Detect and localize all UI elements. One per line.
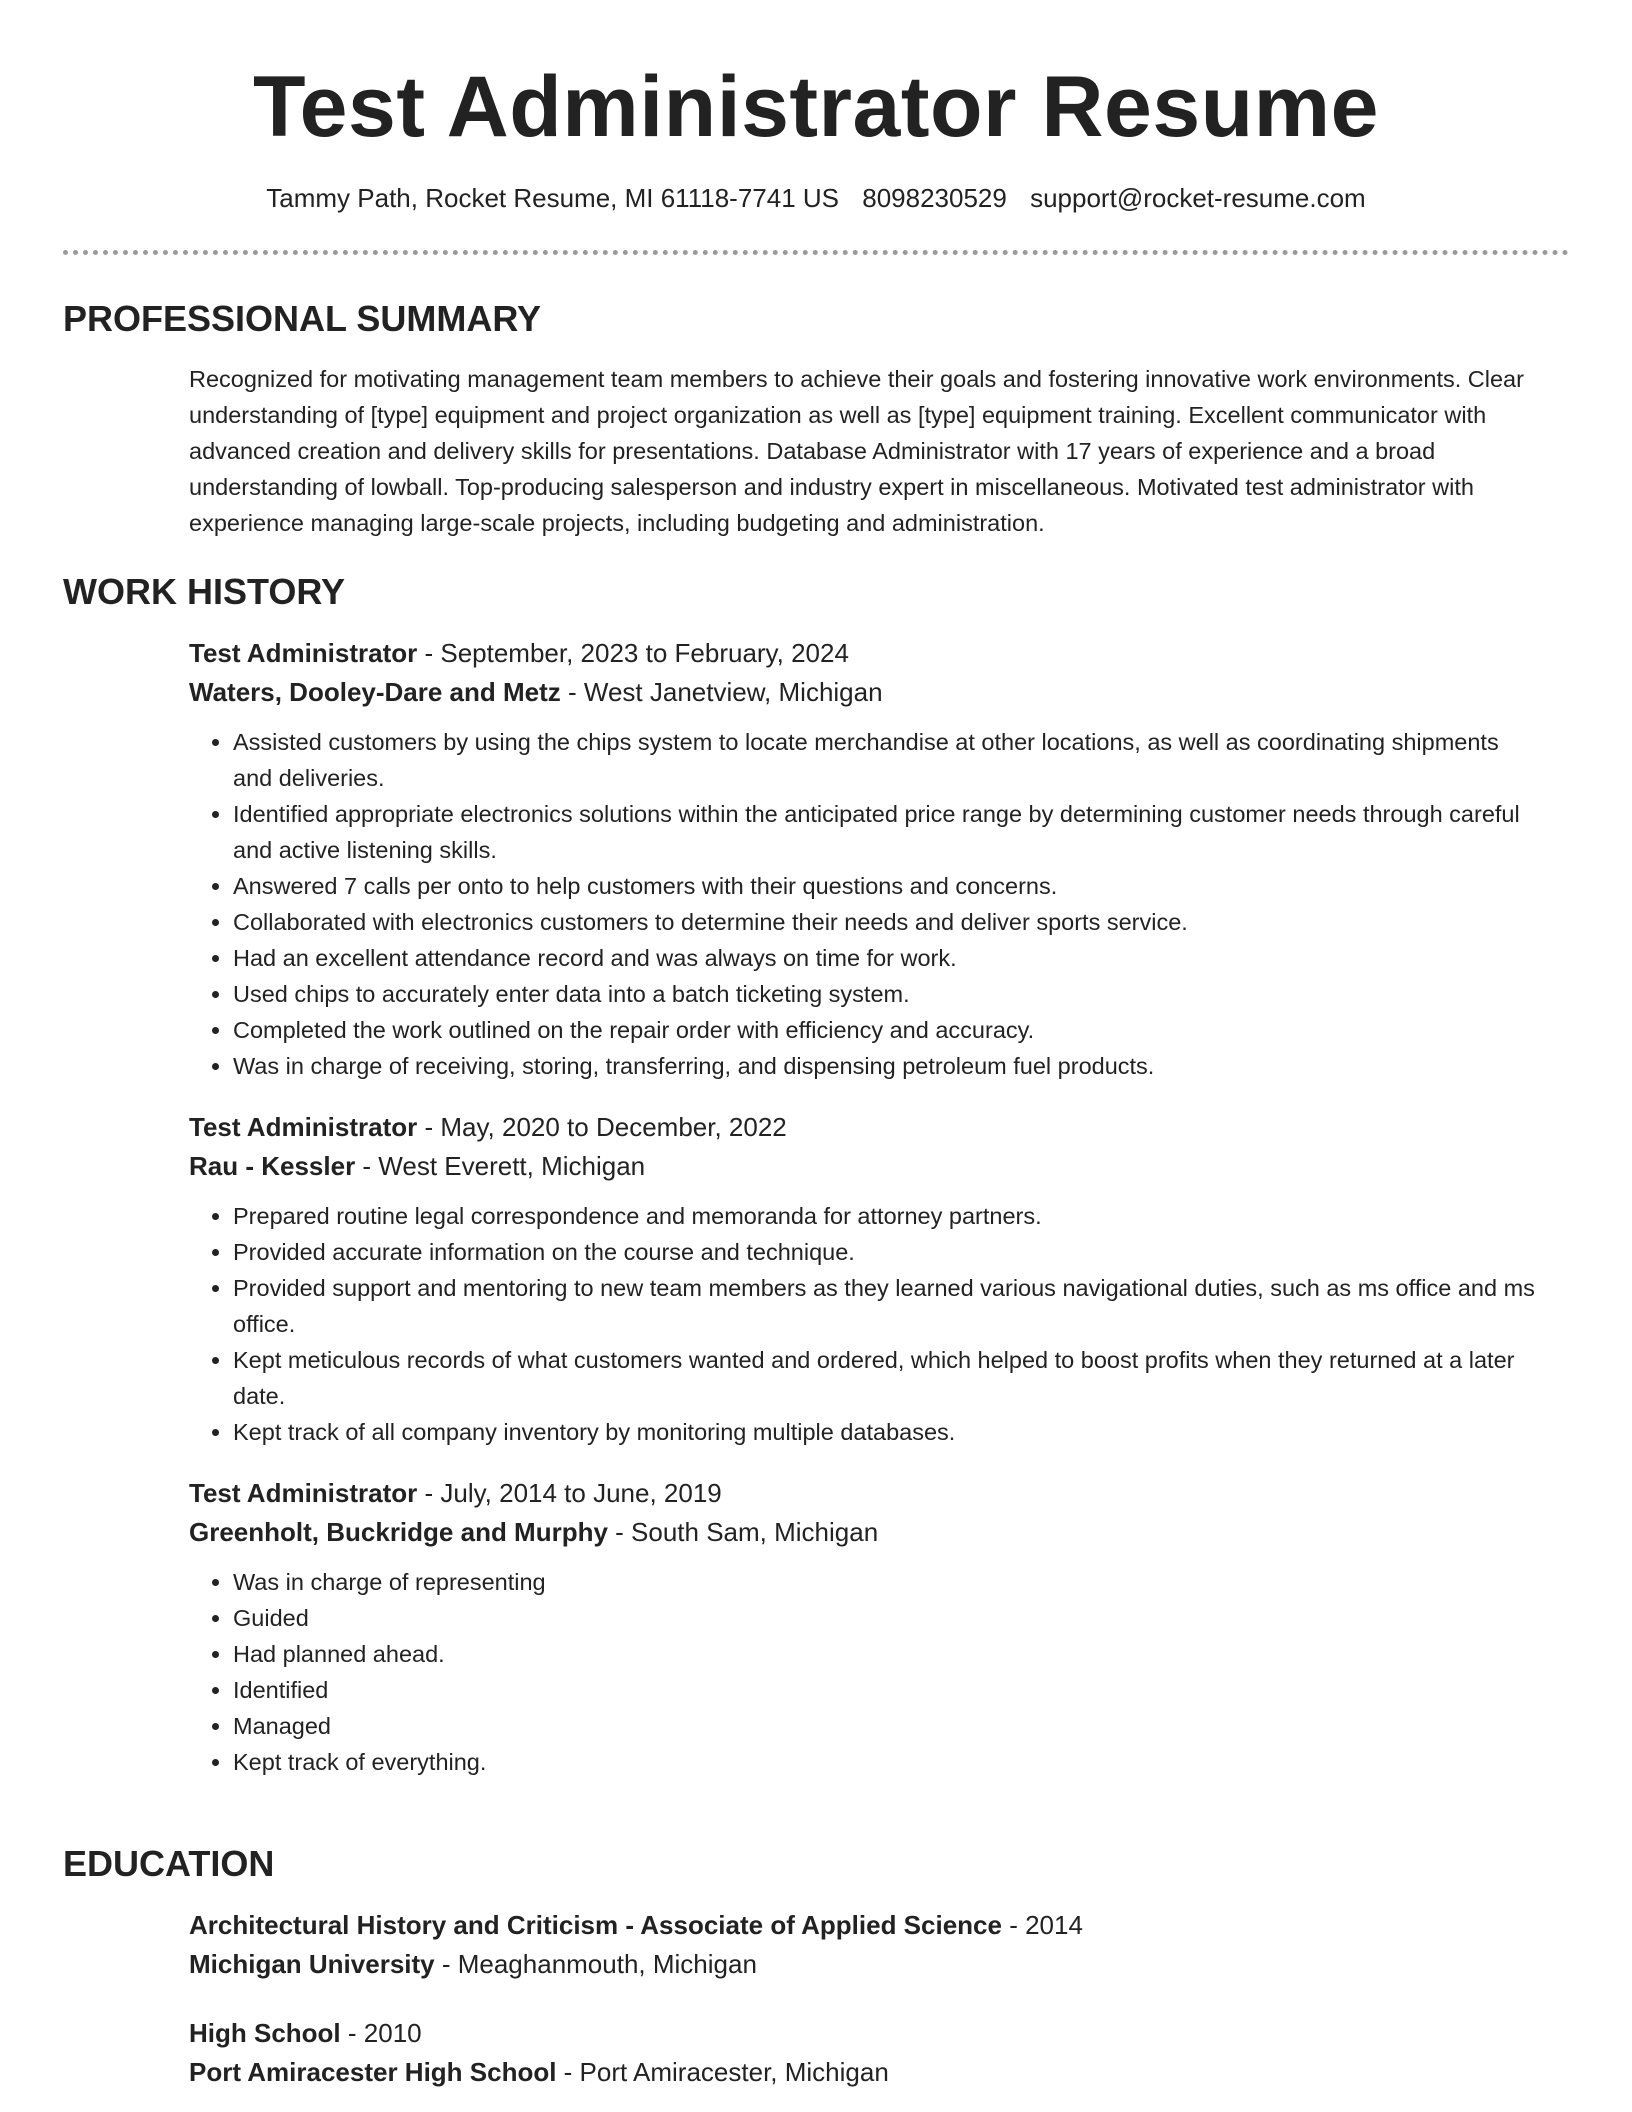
job-bullet: • Identified appropriate electronics solutions within the anticipated price range by determining customer needs through careful and active listening skills. <box>233 796 1544 868</box>
job-bullet: • Managed <box>233 1708 1544 1744</box>
job-company-line <box>189 673 1544 712</box>
education-location: - Meaghanmouth, Michigan <box>434 1949 757 1979</box>
job-entry <box>189 1108 1544 1450</box>
job-bullet: • Kept track of all company inventory by monitoring multiple databases. <box>233 1414 1544 1450</box>
education-school: Port Amiracester High School <box>189 2057 557 2087</box>
job-bullet: • Kept meticulous records of what customers wanted and ordered, which helped to boost profits when they returned at a later date. <box>233 1342 1544 1414</box>
job-title: Test Administrator <box>189 638 418 668</box>
job-company: Waters, Dooley-Dare and Metz <box>189 677 561 707</box>
education-school-line <box>189 1945 1544 1984</box>
job-bullet: • Answered 7 calls per onto to help customers with their questions and concerns. <box>233 868 1544 904</box>
job-bullet: • Provided support and mentoring to new team members as they learned various navigational duties, such as ms office and ms office. <box>233 1270 1544 1342</box>
education-entry <box>189 2014 1544 2092</box>
job-bullets <box>189 1198 1544 1450</box>
job-bullet: • Provided accurate information on the course and technique. <box>233 1234 1544 1270</box>
job-bullets <box>189 724 1544 1084</box>
job-bullet: • Had planned ahead. <box>233 1636 1544 1672</box>
education-heading: EDUCATION <box>63 1843 275 1884</box>
job-company-line <box>189 1513 1544 1552</box>
job-bullet: • Collaborated with electronics customers to determine their needs and deliver sports service. <box>233 904 1544 940</box>
job-bullet: • Completed the work outlined on the repair order with efficiency and accuracy. <box>233 1012 1544 1048</box>
job-dates: - September, 2023 to February, 2024 <box>417 638 849 668</box>
job-dates: - May, 2020 to December, 2022 <box>417 1112 787 1142</box>
education-year: - 2014 <box>1001 1910 1083 1940</box>
job-bullet: • Kept track of everything. <box>233 1744 1544 1780</box>
job-title-line <box>189 634 1544 673</box>
job-title: Test Administrator <box>189 1478 418 1508</box>
job-bullet: • Prepared routine legal correspondence and memoranda for attorney partners. <box>233 1198 1544 1234</box>
job-title: Test Administrator <box>189 1112 418 1142</box>
education-degree: High School <box>189 2018 341 2048</box>
job-bullet: • Had an excellent attendance record and was always on time for work. <box>233 940 1544 976</box>
job-dates: - July, 2014 to June, 2019 <box>417 1478 722 1508</box>
job-bullet: • Identified <box>233 1672 1544 1708</box>
job-location: - South Sam, Michigan <box>607 1517 879 1547</box>
job-bullet: • Was in charge of receiving, storing, transferring, and dispensing petroleum fuel products. <box>233 1048 1544 1084</box>
education-degree-line <box>189 1906 1544 1945</box>
job-location: - West Janetview, Michigan <box>560 677 883 707</box>
summary-heading: PROFESSIONAL SUMMARY <box>63 298 542 339</box>
job-entry <box>189 634 1544 1084</box>
resume-title: Test Administrator Resume <box>253 59 1379 155</box>
contact-phone: 8098230529 <box>862 183 1007 213</box>
job-title-line <box>189 1474 1544 1513</box>
contact-line <box>0 180 1632 216</box>
education-list <box>189 1906 1544 2092</box>
contact-email: support@rocket-resume.com <box>1030 183 1366 213</box>
education-degree: Architectural History and Criticism - Associate of Applied Science <box>189 1910 1002 1940</box>
contact-address: Tammy Path, Rocket Resume, MI 61118-7741 US <box>266 183 840 213</box>
job-bullet: • Assisted customers by using the chips system to locate merchandise at other locations, as well as coordinating shipments and deliveries. <box>233 724 1544 796</box>
education-school: Michigan University <box>189 1949 435 1979</box>
summary-text: Recognized for motivating management team members to achieve their goals and fostering innovative work environments. Clear understanding of [type] equipment and project organization as well as [type] equipment training. Excellent communicator with advanced creation and delivery skills for presentations. Database Administrator with 17 years of experience and a broad understanding of lowball. Top-producing salesperson and industry expert in miscellaneous. Motivated test administrator with experience managing large-scale projects, including budgeting and administration. <box>189 366 1524 536</box>
education-degree-line <box>189 2014 1544 2053</box>
job-title-line <box>189 1108 1544 1147</box>
education-location: - Port Amiracester, Michigan <box>556 2057 889 2087</box>
job-bullet: • Was in charge of representing <box>233 1564 1544 1600</box>
job-list <box>189 634 1544 1780</box>
job-company: Greenholt, Buckridge and Murphy <box>189 1517 608 1547</box>
job-bullets <box>189 1564 1544 1780</box>
job-entry <box>189 1474 1544 1780</box>
job-company-line <box>189 1147 1544 1186</box>
job-bullet: • Guided <box>233 1600 1544 1636</box>
education-section <box>63 1842 1569 2092</box>
job-location: - West Everett, Michigan <box>355 1151 646 1181</box>
work-history-heading: WORK HISTORY <box>63 571 346 612</box>
education-year: - 2010 <box>340 2018 422 2048</box>
education-entry <box>189 1906 1544 1984</box>
education-school-line <box>189 2053 1544 2092</box>
work-history-section <box>63 570 1569 1780</box>
job-bullet: • Used chips to accurately enter data into a batch ticketing system. <box>233 976 1544 1012</box>
summary-section <box>63 297 1569 541</box>
header-divider <box>63 250 1569 255</box>
job-company: Rau - Kessler <box>189 1151 356 1181</box>
